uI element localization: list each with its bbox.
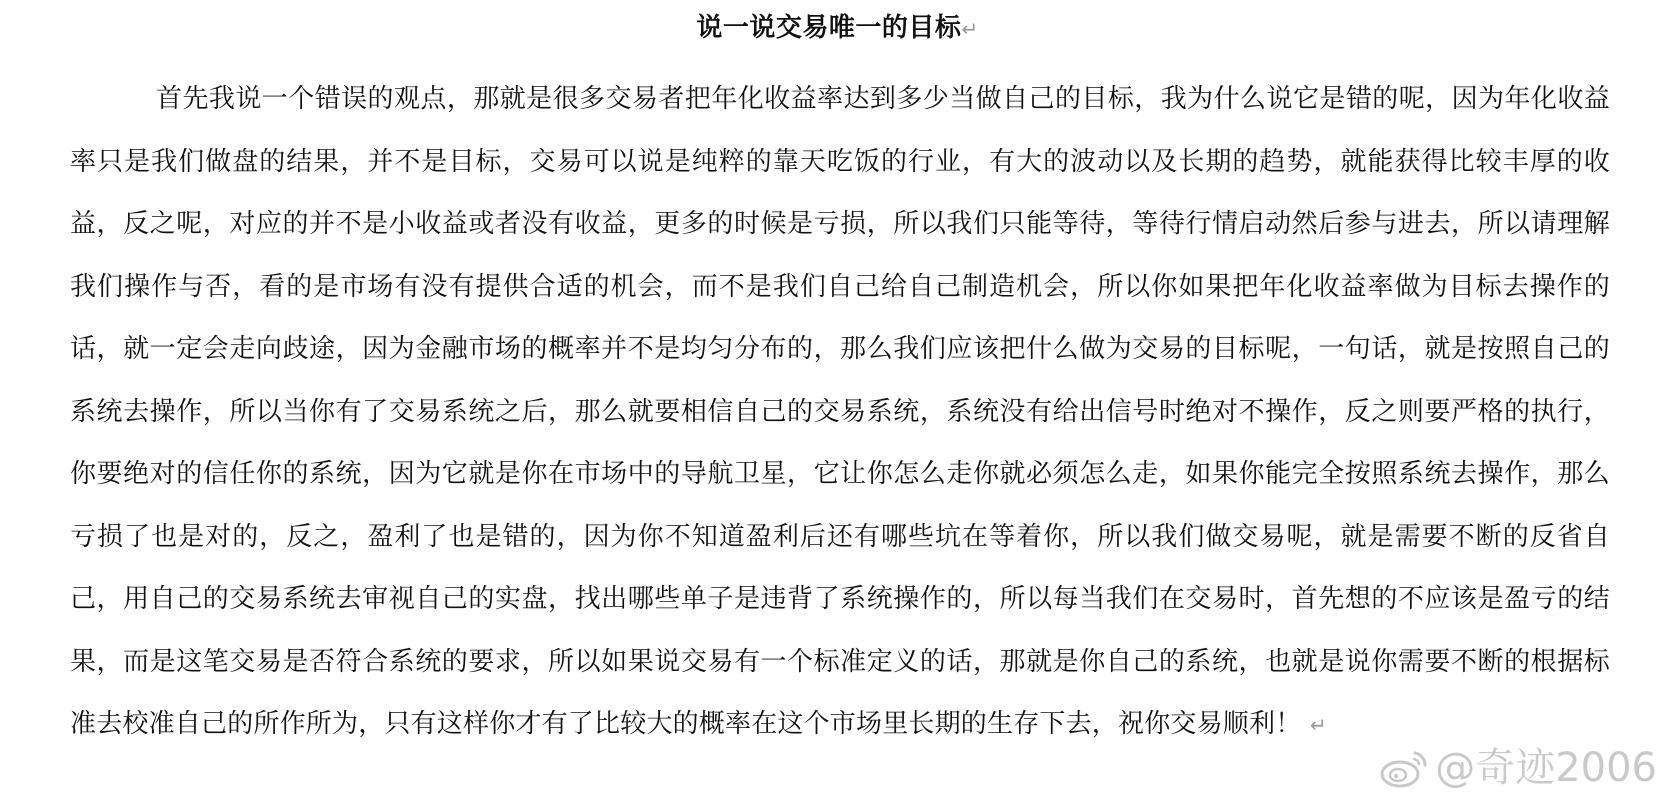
weibo-icon	[1379, 747, 1429, 789]
body-text: 首先我说一个错误的观点，那就是很多交易者把年化收益率达到多少当做自己的目标，我为什么说它是错的呢，因为年化收益率只是我们做盘的结果，并不是目标，交易可以说是纯粹的靠天吃饭的行业，有大的波动以及长期的趋势，就能获得比较丰厚的收益，反之呢，对应的并不是小收益或者没有收益，更多的时候是亏损，所以我们只能等待，等待行情启动然后参与进去，所以请理解我们操作与否，看的是市场有没有提供合适的机会，而不是我们自己给自己制造机会，所以你如果把年化收益率做为目标去操作的话，就一定会走向歧途，因为金融市场的概率并不是均匀分布的，那么我们应该把什么做为交易的目标呢，一句话，就是按照自己的系统去操作，所以当你有了交易系统之后，那么就要相信自己的交易系统，系统没有给出信号时绝对不操作，反之则要严格的执行，你要绝对的信任你的系统，因为它就是你在市场中的导航卫星，它让你怎么走你就必须怎么走，如果你能完全按照系统去操作，那么亏损了也是对的，反之，盈利了也是错的，因为你不知道盈利后还有哪些坑在等着你，所以我们做交易呢，就是需要不断的反省自己，用自己的交易系统去审视自己的实盘，找出哪些单子是违背了系统操作的，所以每当我们在交易时，首先想的不应该是盈亏的结果，而是这笔交易是否符合系统的要求，所以如果说交易有一个标准定义的话，那就是你自己的系统，也就是说你需要不断的根据标准去校准自己的所作所为，只有这样你才有了比较大的概率在这个市场里长期的生存下去，祝你交易顺利！	[70, 84, 1610, 739]
document-title	[0, 8, 1675, 49]
paragraph-mark: ↵	[961, 17, 979, 41]
watermark-text: @奇迹2006	[1435, 745, 1657, 791]
paragraph-mark-end: ↵	[1309, 713, 1327, 737]
watermark	[1379, 744, 1657, 792]
body-paragraph	[70, 68, 1610, 757]
title-text: 说一说交易唯一的目标	[696, 13, 962, 43]
